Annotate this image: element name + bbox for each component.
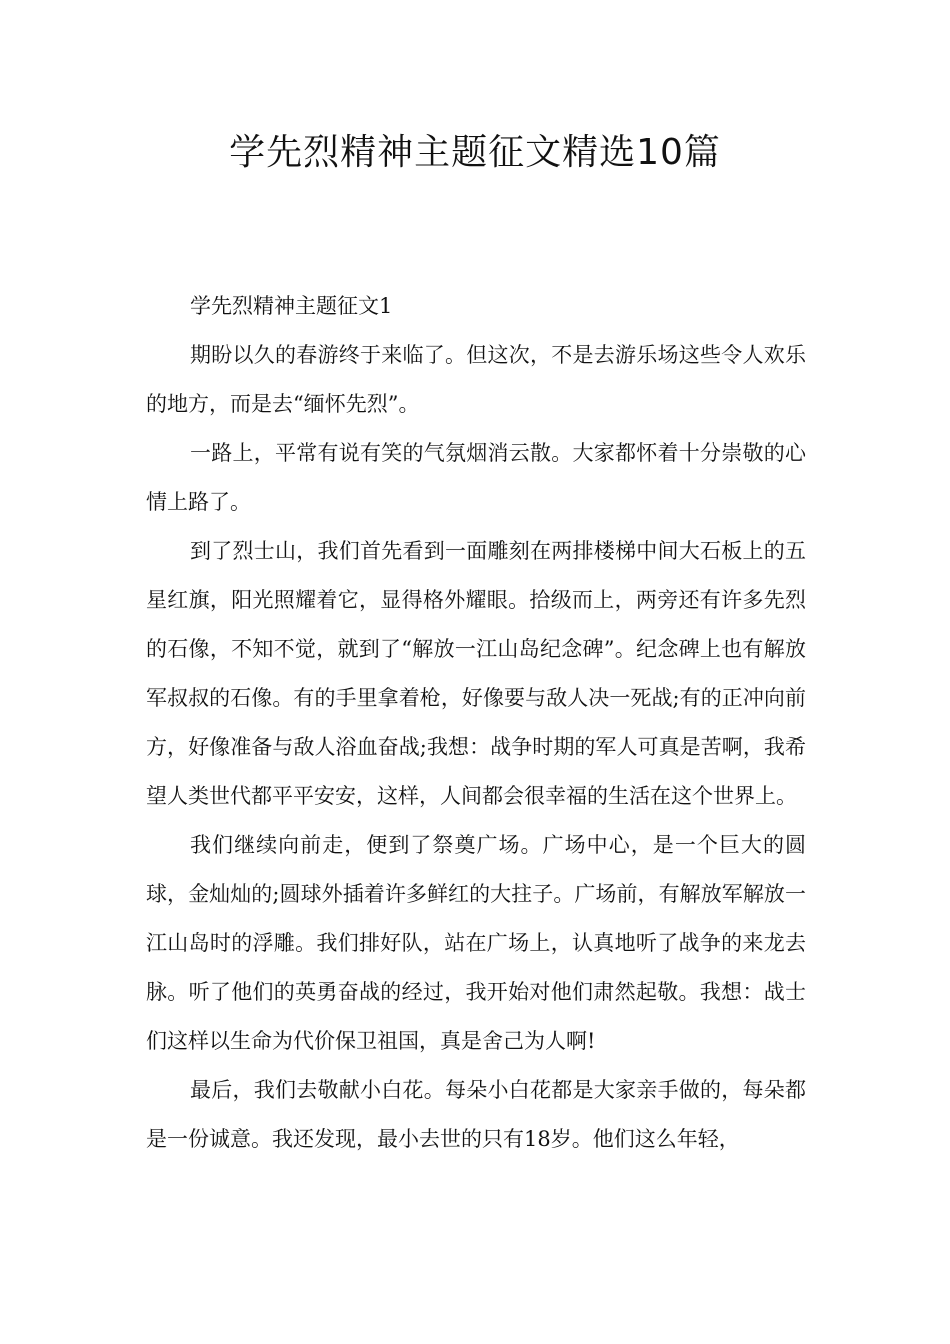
paragraph: 到了烈士山，我们首先看到一面雕刻在两排楼梯中间大石板上的五星红旗，阳光照耀着它，显得格外耀眼。拾级而上，两旁还有许多先烈的石像，不知不觉，就到了“解放一江山岛纪念碑”。纪念碑上也有解放军叔叔的石像。有的手里拿着枪，好像要与敌人决一死战;有的正冲向前方，好像准备与敌人浴血奋战;我想：战争时期的军人可真是苦啊，我希望人类世代都平平安安，这样，人间都会很幸福的生活在这个世界上。 [146, 539, 806, 808]
paragraph: 一路上，平常有说有笑的气氛烟消云散。大家都怀着十分崇敬的心情上路了。 [146, 441, 806, 514]
paragraph: 我们继续向前走，便到了祭奠广场。广场中心，是一个巨大的圆球，金灿灿的;圆球外插着许多鲜红的大拄子。广场前，有解放军解放一江山岛时的浮雕。我们排好队，站在广场上，认真地听了战争的来龙去脉。听了他们的英勇奋战的经过，我开始对他们肃然起敬。我想：战士们这样以生命为代价保卫祖国，真是舍己为人啊! [146, 833, 806, 1053]
paragraph: 最后，我们去敬献小白花。每朵小白花都是大家亲手做的，每朵都是一份诚意。我还发现，最小去世的只有18岁。他们这么年轻， [146, 1078, 806, 1151]
section-heading: 学先烈精神主题征文1 [190, 294, 393, 318]
document-body [146, 282, 806, 1164]
document-title: 学先烈精神主题征文精选10篇 [229, 132, 721, 173]
paragraph: 期盼以久的春游终于来临了。但这次，不是去游乐场这些令人欢乐的地方，而是去“缅怀先烈”。 [146, 343, 806, 416]
